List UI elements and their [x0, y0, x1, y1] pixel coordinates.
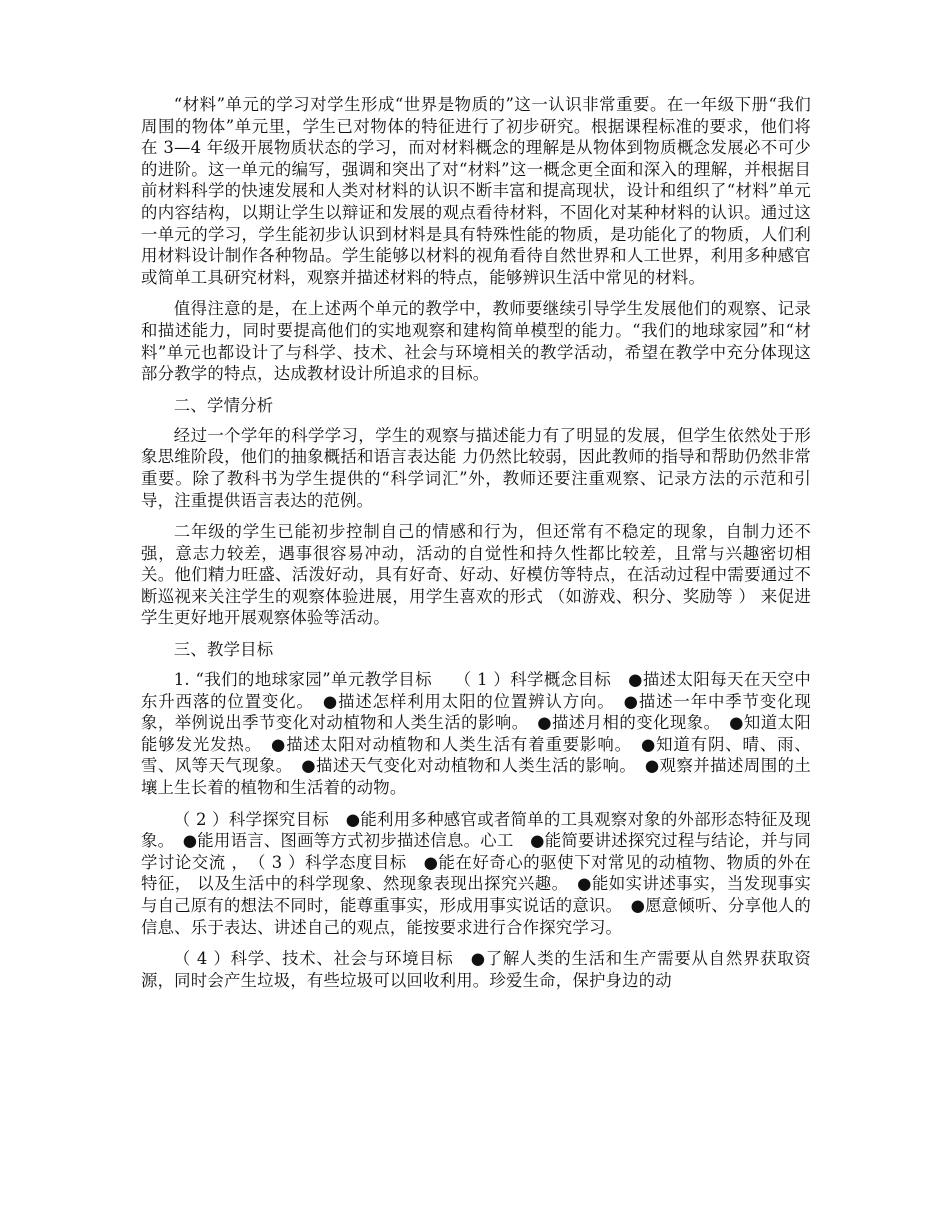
section-heading-teaching-goals: 三、教学目标: [173, 640, 274, 660]
intro-paragraph-2: 值得注意的是，在上述两个单元的教学中，教师要继续引导学生发展他们的观察、记录和描述能力，同时要提高他们的实地观察和建构简单模型的能力。“我们的地球家园”和“材料”单元也都设计了与科学、技术、社会与环境相关的教学活动，希望在教学中充分体现这部分教学的特点，达成教材设计所追求的目标。: [141, 299, 811, 384]
section-heading-student-analysis: 二、学情分析: [173, 395, 274, 415]
student-analysis-paragraph-1: 经过一个学年的科学学习，学生的观察与描述能力有了明显的发展，但学生依然处于形象思维阶段，他们的抽象概括和语言表达能 力仍然比较弱，因此教师的指导和帮助仍然非常重要。除了教科书为学生提供的“科学词汇”外，教师还要注重观察、记录方法的示范和引导，注重提供语言表达的范例。: [141, 425, 811, 510]
goals-paragraph-2: （ 2 ）科学探究目标 ●能利用多种感官或者简单的工具观察对象的外部形态特征及现象。 ●能用语言、图画等方式初步描述信息。心工 ●能简要讲述探究过程与结论，并与同学讨论交流 ， （ 3 ）科学态度目标 ●能在好奇心的驱使下对常见的动植物、物质的外在特征， 以及生活中的科学现象、然现象表现出探究兴趣。 ●能如实讲述事实，当发现事实与自己原有的想法不同时，能尊重事实，形成用事实说话的意识。 ●愿意倾听、分享他人的信息、乐于表达、讲述自己的观点，能按要求进行合作探究学习。: [141, 809, 811, 937]
goals-paragraph-1: 1. “我们的地球家园”单元教学目标 （ 1 ）科学概念目标 ●描述太阳每天在天空中东升西落的位置变化。 ●描述怎样利用太阳的位置辨认方向。 ●描述一年中季节变化现象，举例说出季节变化对动植物和人类生活的影响。 ●描述月相的变化现象。 ●知道太阳能够发光发热。 ●描述太阳对动植物和人类生活有着重要影响。 ●知道有阴、晴、雨、雪、风等天气现象。 ●描述天气变化对动植物和人类生活的影响。 ●观察并描述周围的土壤上生长着的植物和生活着的动物。: [141, 670, 811, 798]
student-analysis-paragraph-2: 二年级的学生已能初步控制自己的情感和行为，但还常有不稳定的现象，自制力还不强，意志力较差，遇事很容易冲动，活动的自觉性和持久性都比较差，且常与兴趣密切相关。他们精力旺盛、活泼好动，具有好奇、好动、好模仿等特点，在活动过程中需要通过不断巡视来关注学生的观察体验进展，用学生喜欢的形式 （如游戏、积分、奖励等 ） 来促进学生更好地开展观察体验等活动。: [141, 522, 811, 628]
goals-paragraph-3: （ 4 ）科学、技术、社会与环境目标 ●了解人类的生活和生产需要从自然界获取资源，同时会产生垃圾，有些垃圾可以回收利用。珍爱生命，保护身边的动: [141, 949, 811, 990]
intro-paragraph-1: “材料”单元的学习对学生形成“世界是物质的”这一认识非常重要。在一年级下册“我们周围的物体”单元里，学生已对物体的特征进行了初步研究。根据课程标准的要求，他们将在 3—4 年级开展物质状态的学习，而对材料概念的理解是从物体到物质概念发展必不可少的进阶。这一单元的编写，强调和突出了对“材料”这一概念更全面和深入的理解，并根据目前材料科学的快速发展和人类对材料的认识不断丰富和提高现状，设计和组织了“材料”单元的内容结构，以期让学生以辩证和发展的观点看待材料，不固化对某种材料的认识。通过这一单元的学习，学生能初步认识到材料是具有特殊性能的物质，是功能化了的物质，人们利用材料设计制作各种物品。学生能够以材料的视角看待自然世界和人工世界，利用多种感官或简单工具研究材料，观察并描述材料的特点，能够辨识生活中常见的材料。: [141, 95, 811, 287]
teaching-goals: [141, 669, 811, 991]
document-page: [141, 94, 811, 1001]
